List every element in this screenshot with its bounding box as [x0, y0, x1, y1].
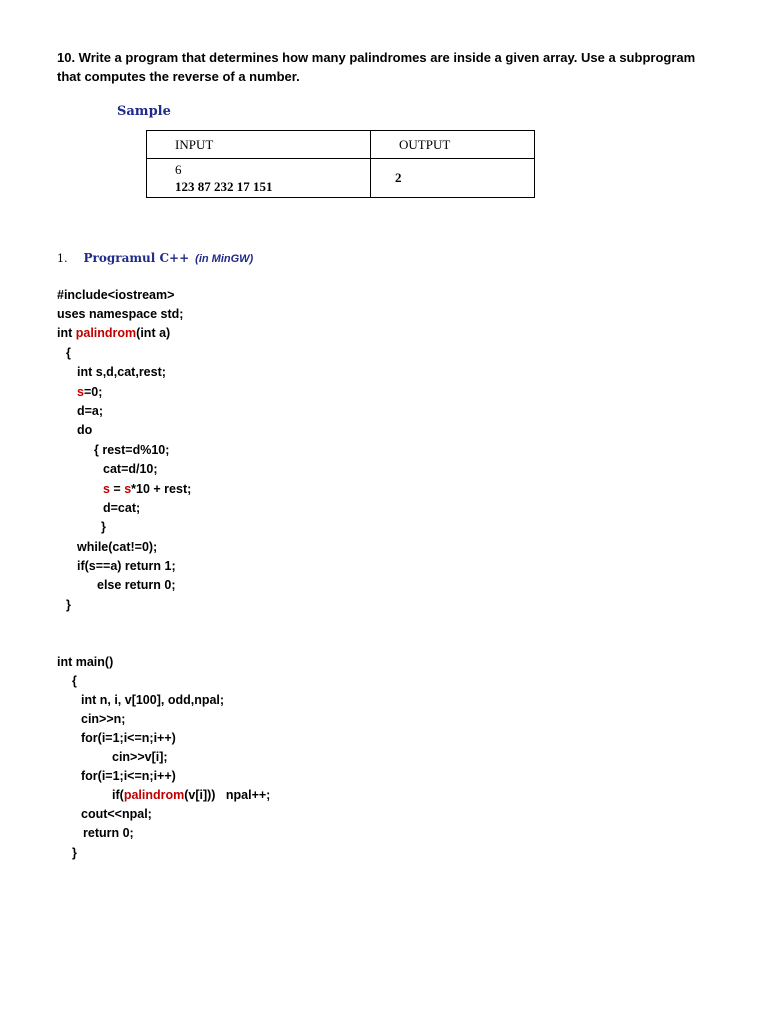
input-header: INPUT	[147, 131, 371, 159]
table-header-row	[147, 131, 535, 159]
code-line: d=a;	[77, 404, 104, 418]
problem-statement	[57, 48, 695, 86]
code-line: do	[77, 423, 93, 437]
code-line: }	[72, 846, 77, 860]
section-number: 1.	[57, 252, 68, 265]
code-token: int	[57, 326, 76, 340]
code-line: { rest=d%10;	[94, 443, 170, 457]
code-line: }	[66, 598, 71, 612]
code-line: else return 0;	[97, 578, 176, 592]
code-token: =0;	[83, 385, 103, 399]
code-line: for(i=1;i<=n;i++)	[81, 769, 176, 783]
section-heading	[57, 251, 253, 265]
code-line: cat=d/10;	[103, 462, 158, 476]
code-line: while(cat!=0);	[77, 540, 158, 554]
code-line: {	[66, 346, 71, 360]
section-subtitle: (in MinGW)	[195, 253, 254, 265]
function-name-palindrom: palindrom	[75, 326, 137, 340]
code-line: }	[101, 520, 106, 534]
code-line: cout<<npal;	[81, 807, 152, 821]
input-line-2: 123 87 232 17 151	[175, 179, 273, 194]
variable-s: s	[124, 482, 132, 496]
code-line: #include<iostream>	[57, 288, 175, 302]
variable-s: s	[103, 482, 110, 496]
code-token: if(	[112, 788, 124, 802]
code-line: {	[72, 674, 77, 688]
code-line	[57, 324, 170, 343]
code-line: int n, i, v[100], odd,npal;	[81, 693, 225, 707]
input-line-1: 6	[175, 162, 182, 177]
code-line: int s,d,cat,rest;	[77, 365, 166, 379]
variable-s: s	[77, 385, 84, 399]
code-line	[77, 383, 102, 402]
code-token: =	[109, 482, 125, 496]
code-line: d=cat;	[103, 501, 141, 515]
code-line: int main()	[57, 655, 114, 669]
code-line: return 0;	[83, 826, 134, 840]
problem-line-2: that computes the reverse of a number.	[57, 69, 300, 84]
input-cell	[147, 159, 371, 198]
code-line: for(i=1;i<=n;i++)	[81, 731, 176, 745]
code-line	[103, 480, 191, 499]
code-line: if(s==a) return 1;	[77, 559, 176, 573]
function-name-palindrom: palindrom	[123, 788, 185, 802]
table-row	[147, 159, 535, 198]
code-line: cin>>n;	[81, 712, 126, 726]
sample-table	[146, 130, 535, 198]
code-line: uses namespace std;	[57, 307, 184, 321]
code-token: (v[i])) npal++;	[184, 788, 271, 802]
section-title: Programul C++	[83, 251, 190, 265]
code-token: (int a)	[136, 326, 171, 340]
code-line	[112, 786, 270, 805]
problem-line-1: 10. Write a program that determines how many palindromes are inside a given array. Use a subprogram	[57, 50, 696, 65]
output-header: OUTPUT	[371, 131, 535, 159]
code-line: cin>>v[i];	[112, 750, 168, 764]
sample-label: Sample	[117, 104, 171, 119]
output-cell: 2	[371, 159, 535, 198]
code-token: *10 + rest;	[131, 482, 192, 496]
